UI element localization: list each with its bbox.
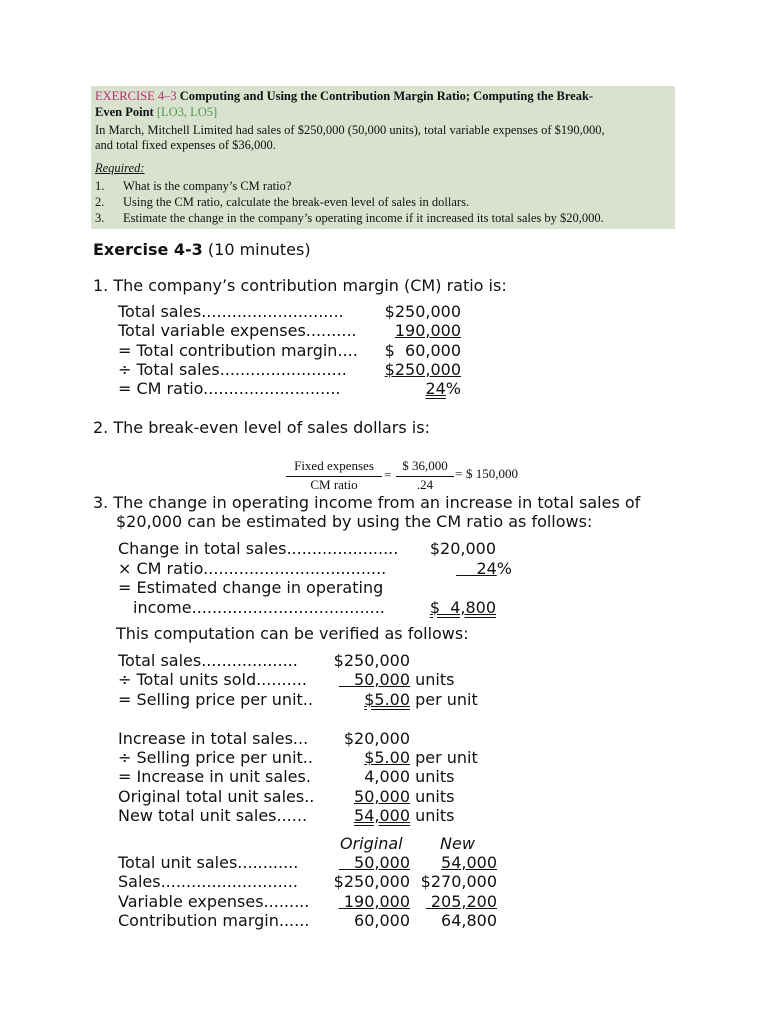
solution-heading-rest: (10 minutes) [202, 240, 311, 259]
part3-label-3: income...................................... [133, 598, 385, 617]
original-units-underlined [339, 853, 410, 872]
exercise-title-line2 [95, 104, 217, 120]
cm-ratio-underlined [456, 559, 497, 578]
part1-intro: 1. The company’s contribution margin (CM) ratio is: [93, 276, 507, 295]
units-sold-value: 50,000 [354, 670, 410, 689]
question-text: Using the CM ratio, calculate the break-even level of sales in dollars. [123, 195, 470, 209]
compare-label-1: Sales........................... [118, 872, 298, 891]
compare-label-2: Variable expenses......... [118, 892, 310, 911]
cm-ratio-value: 24 [425, 379, 446, 398]
price-per-unit-value: $5.00 [364, 690, 410, 709]
exercise-title: Computing and Using the Contribution Margin Ratio; Computing the Break- [179, 89, 594, 103]
part1-label-0: Total sales............................ [118, 302, 344, 321]
part2-intro: 2. The break-even level of sales dollars is: [93, 418, 430, 437]
units-sold-underlined [339, 670, 410, 689]
part3-value-1 [446, 559, 512, 579]
part1-value-1: 190,000 [394, 321, 461, 340]
formula-numerator-1: Fixed expenses [294, 458, 374, 473]
part1-value-2: $ 60,000 [384, 341, 461, 360]
verify2-unit-2: units [410, 767, 455, 786]
verify1-value-1 [320, 670, 410, 690]
question-1 [95, 178, 292, 194]
verify1-label-1: ÷ Total units sold.......... [118, 670, 307, 689]
question-3 [95, 210, 604, 226]
formula-equals-2: = [455, 466, 463, 481]
percent-sign: % [496, 559, 512, 578]
compare-original-2 [325, 892, 410, 912]
learning-objectives: [LO3, LO5] [156, 105, 218, 119]
compare-new-0: 54,000 [441, 853, 497, 872]
part1-value-0: $250,000 [384, 302, 461, 321]
verify1-label-0: Total sales................... [118, 651, 298, 670]
formula-denominator-2: .24 [416, 477, 434, 492]
compare-label-3: Contribution margin...... [118, 911, 310, 930]
exercise-paragraph-line1: In March, Mitchell Limited had sales of $250,000 (50,000 units), total variable expenses of $190,000, [95, 123, 605, 137]
new-variable-underlined [426, 892, 497, 911]
verify2-value-1: $5.00 [364, 748, 410, 767]
solution-heading [93, 240, 311, 260]
new-variable-value: 205,200 [430, 892, 497, 911]
exercise-label: EXERCISE 4–3 [95, 89, 177, 103]
verify2-value-0: $20,000 [343, 729, 410, 748]
question-2 [95, 194, 470, 210]
verify2-unit-4: units [410, 806, 455, 825]
question-number: 2. [95, 195, 105, 209]
part1-value-4 [370, 379, 461, 399]
compare-original-3: 60,000 [354, 911, 410, 930]
verify1-value-0: $250,000 [333, 651, 410, 670]
exercise-paragraph-line2: and total fixed expenses of $36,000. [95, 138, 276, 152]
verify2-label-0: Increase in total sales... [118, 729, 309, 748]
part1-label-4: = CM ratio........................... [118, 379, 341, 398]
compare-original-1: $250,000 [333, 872, 410, 891]
part3-label-0: Change in total sales...................... [118, 539, 399, 558]
part3-value-3: $ 4,800 [429, 598, 496, 617]
verify1-label-2: = Selling price per unit.. [118, 690, 313, 709]
compare-new-2 [420, 892, 497, 912]
exercise-box [91, 86, 675, 229]
part3-intro-line2: $20,000 can be estimated by using the CM ratio as follows: [116, 512, 593, 531]
formula-result: $ 150,000 [466, 466, 518, 481]
compare-original-0 [325, 853, 410, 873]
original-units-value: 50,000 [354, 853, 410, 872]
question-number: 3. [95, 211, 105, 225]
original-variable-value: 190,000 [343, 892, 410, 911]
solution-heading-bold: Exercise 4-3 [93, 240, 203, 259]
formula-numerator-2: $ 36,000 [402, 458, 448, 473]
verify2-value-2: 4,000 [364, 767, 410, 786]
compare-label-0: Total unit sales............ [118, 853, 299, 872]
part1-value-3: $250,000 [384, 360, 461, 379]
cm-ratio-value: 24 [476, 559, 497, 578]
verify2-value-3: 50,000 [354, 787, 410, 806]
verify1-unit-1: units [410, 670, 455, 689]
question-text: Estimate the change in the company’s operating income if it increased its total sales by $20,000. [123, 211, 604, 225]
col-header-new: New [440, 834, 475, 853]
part3-intro-line1: 3. The change in operating income from an increase in total sales of [93, 493, 641, 512]
part1-label-2: = Total contribution margin.... [118, 341, 358, 360]
verify2-unit-1: per unit [410, 748, 478, 767]
original-variable-underlined [339, 892, 410, 911]
verify2-label-4: New total unit sales...... [118, 806, 308, 825]
part1-label-3: ÷ Total sales......................... [118, 360, 347, 379]
formula-equals-1: = [384, 467, 392, 482]
verify2-label-1: ÷ Selling price per unit.. [118, 748, 313, 767]
verify-intro: This computation can be verified as follows: [116, 624, 469, 643]
exercise-title-line1 [95, 88, 593, 104]
required-label: Required: [95, 161, 145, 175]
question-text: What is the company’s CM ratio? [123, 179, 292, 193]
verify2-label-3: Original total unit sales.. [118, 787, 315, 806]
col-header-original: Original [340, 834, 403, 853]
question-number: 1. [95, 179, 105, 193]
part1-label-1: Total variable expenses.......... [118, 321, 357, 340]
part3-label-2: = Estimated change in operating [118, 578, 384, 597]
exercise-title-cont: Even Point [95, 105, 154, 119]
compare-new-3: 64,800 [441, 911, 497, 930]
verify2-unit-3: units [410, 787, 455, 806]
part3-label-1: × CM ratio.................................... [118, 559, 387, 578]
verify1-value-2 [320, 690, 410, 710]
compare-new-1: $270,000 [420, 872, 497, 891]
formula-denominator-1: CM ratio [310, 477, 358, 492]
verify1-unit-2: per unit [410, 690, 478, 709]
part3-value-0: $20,000 [429, 539, 496, 558]
verify2-label-2: = Increase in unit sales. [118, 767, 311, 786]
percent-sign: % [445, 379, 461, 398]
verify2-value-4: 54,000 [354, 806, 410, 825]
